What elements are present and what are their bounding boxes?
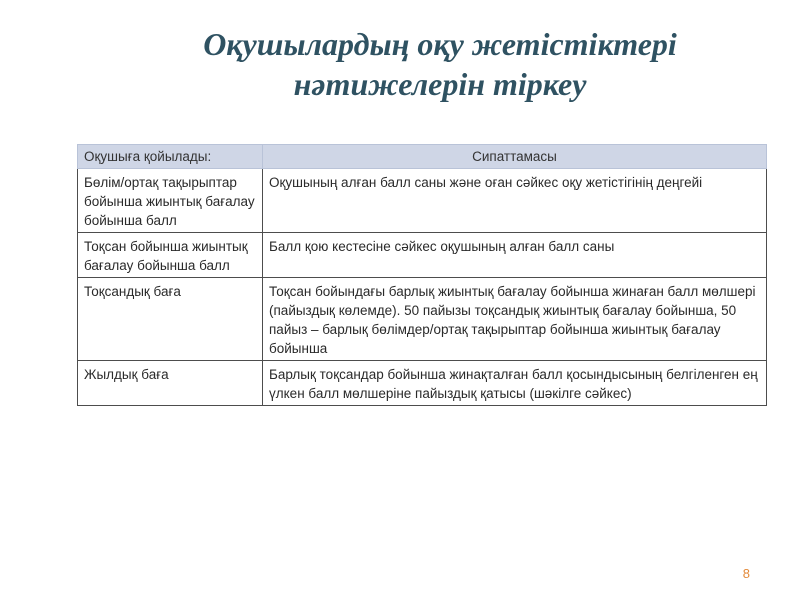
header-student-assigned: Оқушыға қойылады: <box>78 145 263 169</box>
page-number: 8 <box>742 566 750 581</box>
row-label: Тоқсан бойынша жиынтық бағалау бойынша балл <box>78 233 263 278</box>
row-description: Оқушының алған балл саны және оған сәйкес оқу жетістігінің деңгейі <box>263 169 767 233</box>
table-row <box>78 361 767 406</box>
row-label: Тоқсандық баға <box>78 278 263 361</box>
table-header-row <box>78 145 767 169</box>
table-row <box>78 233 767 278</box>
row-description: Тоқсан бойындағы барлық жиынтық бағалау бойынша жинаған балл мөлшері (пайыздық көлемде). 50 пайызы тоқсандық жиынтық бағалау бойынша, 50 пайыз – барлық бөлімдер/ортақ тақырыптар бойынша жиынтық бағалау бойынша <box>263 278 767 361</box>
page-title <box>130 24 750 104</box>
row-label: Жылдық баға <box>78 361 263 406</box>
table-row <box>78 278 767 361</box>
row-label: Бөлім/ортақ тақырыптар бойынша жиынтық бағалау бойынша балл <box>78 169 263 233</box>
title-line-2: нәтижелерін тіркеу <box>293 66 587 102</box>
title-line-1: Оқушылардың оқу жетістіктері <box>203 26 677 62</box>
header-description: Сипаттамасы <box>263 145 767 169</box>
row-description: Барлық тоқсандар бойынша жинақталған балл қосындысының белгіленген ең үлкен балл мөлшеріне пайыздық қатысы (шәкілге сәйкес) <box>263 361 767 406</box>
row-description: Балл қою кестесіне сәйкес оқушының алған балл саны <box>263 233 767 278</box>
table-row <box>78 169 767 233</box>
assessment-table <box>77 144 767 406</box>
